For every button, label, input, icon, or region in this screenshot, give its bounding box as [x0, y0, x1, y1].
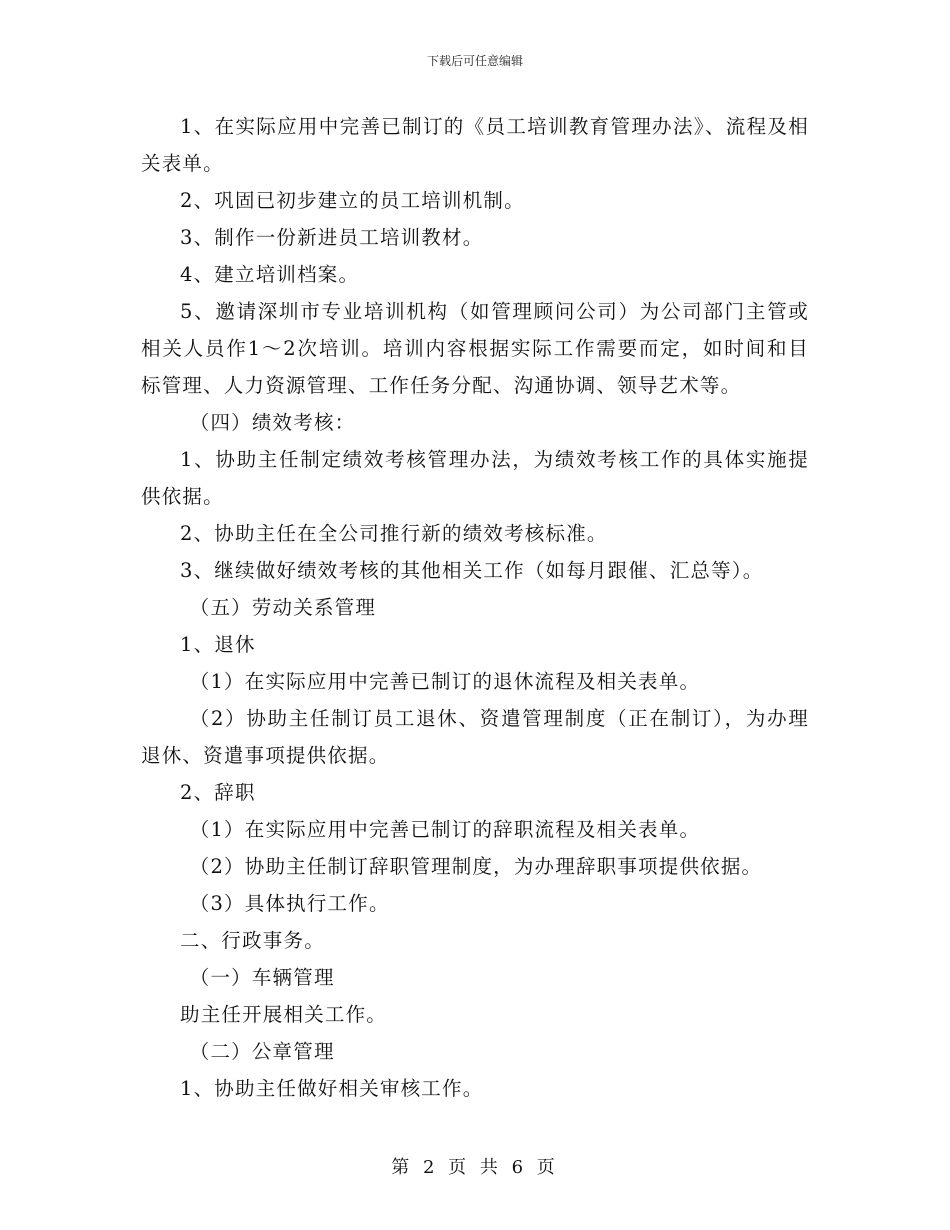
section-heading: （四）绩效考核： — [189, 411, 356, 434]
paragraph: （1）在实际应用中完善已制订的退休流程及相关表单。 — [189, 670, 701, 693]
paragraph: 3、继续做好绩效考核的其他相关工作（如每月跟催、汇总等）。 — [180, 559, 764, 582]
section-heading: （五）劳动关系管理 — [189, 596, 377, 619]
paragraph: 助主任开展相关工作。 — [180, 1003, 388, 1026]
paragraph: 4、建立培训档案。 — [180, 263, 360, 286]
paragraph: 1、协助主任制定绩效考核管理办法，为绩效考核工作的具体实施提供依据。 — [141, 448, 809, 508]
page-header: 下载后可任意编辑 — [426, 54, 523, 68]
paragraph: 1、在实际应用中完善已制订的《员工培训教育管理办法》、流程及相关表单。 — [141, 115, 809, 175]
paragraph: 5、邀请深圳市专业培训机构（如管理顾问公司）为公司部门主管或相关人员作1～2次培训。培训内容根据实际工作需要而定，如时间和目标管理、人力资源管理、工作任务分配、沟通协调、领导艺术等。 — [141, 300, 809, 397]
paragraph: 2、巩固已初步建立的员工培训机制。 — [180, 189, 525, 212]
paragraph: （2）协助主任制订员工退休、资遣管理制度（正在制订），为办理退休、资遣事项提供依据。 — [141, 707, 809, 767]
page-footer: 第 2 页 共 6 页 — [391, 1157, 559, 1178]
section-heading: 二、行政事务。 — [180, 929, 325, 952]
paragraph: 3、制作一份新进员工培训教材。 — [180, 226, 484, 249]
paragraph: （2）协助主任制订辞职管理制度，为办理辞职事项提供依据。 — [189, 855, 763, 878]
paragraph: 1、退休 — [180, 633, 256, 656]
document-body — [141, 108, 809, 1107]
paragraph: 2、辞职 — [180, 781, 256, 804]
paragraph: 2、协助主任在全公司推行新的绩效考核标准。 — [180, 522, 608, 545]
paragraph: （1）在实际应用中完善已制订的辞职流程及相关表单。 — [189, 818, 701, 841]
section-heading: （二）公章管理 — [189, 1040, 335, 1063]
paragraph: （3）具体执行工作。 — [189, 892, 390, 915]
paragraph: 1、协助主任做好相关审核工作。 — [180, 1077, 484, 1100]
section-heading: （一）车辆管理 — [189, 966, 335, 989]
